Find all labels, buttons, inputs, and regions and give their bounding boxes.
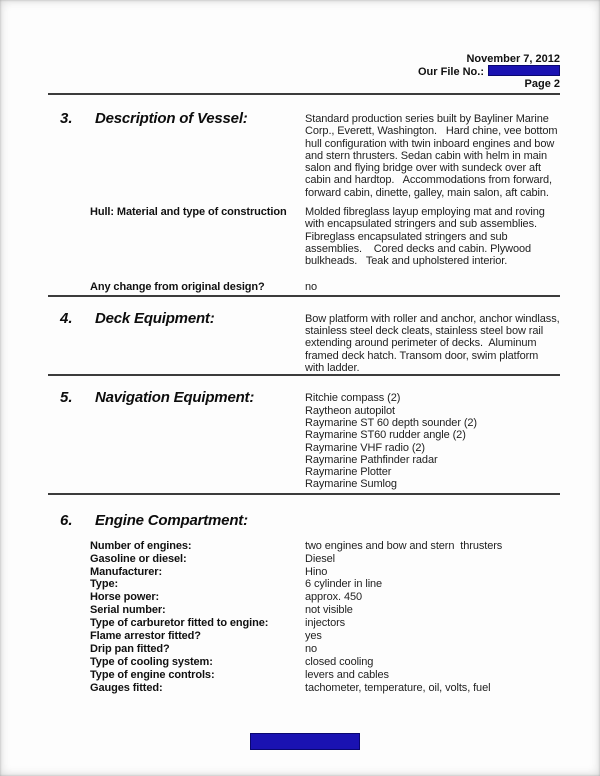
hull-construction-row [48, 206, 560, 267]
engine-row-label: Horse power: [90, 591, 160, 604]
section-3-number: 3. [60, 110, 73, 127]
engine-row-label: Gauges fitted: [90, 681, 163, 694]
hull-construction-label: Hull: Material and type of construction [90, 206, 287, 219]
hull-construction-text: Molded fibreglass layup employing mat and roving with encapsulated stringers and sub assemblies. Fibreglass encapsulated stringers and sub assemblies. Cored decks and cabin. Plywood bulkheads. Teak and upholstered interior. [305, 206, 548, 268]
engine-row-label: Gasoline or diesel: [90, 552, 187, 565]
section-3-title: Description of Vessel: [95, 110, 248, 127]
bottom-redaction-box [250, 733, 360, 750]
engine-row-value: approx. 450 [305, 591, 362, 604]
header-page-number: Page 2 [524, 78, 560, 90]
engine-row [48, 540, 560, 553]
engine-row [48, 630, 560, 643]
engine-row [48, 591, 560, 604]
engine-row-label: Type: [90, 578, 119, 591]
navigation-equipment-list [305, 392, 560, 490]
engine-row [48, 604, 560, 617]
nav-equipment-item: Raymarine Plotter [305, 466, 392, 479]
nav-equipment-item: Raymarine Pathfinder radar [305, 453, 438, 466]
engine-row-label: Type of carburetor fitted to engine: [90, 617, 269, 630]
section-5-title: Navigation Equipment: [95, 389, 255, 407]
engine-compartment-table [48, 540, 560, 695]
nav-equipment-item: Raymarine ST 60 depth sounder (2) [305, 416, 477, 429]
section-4-number: 4. [60, 309, 73, 327]
engine-row [48, 656, 560, 669]
file-no-label: Our File No.: [418, 66, 484, 78]
header-file-no [48, 65, 560, 78]
section-4-heading [48, 310, 305, 328]
engine-row [48, 643, 560, 656]
engine-row-label: Flame arrestor fitted? [90, 630, 201, 643]
engine-row-label: Number of engines: [90, 539, 192, 552]
engine-row [48, 553, 560, 566]
engine-row-value: yes [305, 630, 322, 643]
deck-equipment-text: Bow platform with roller and anchor, anchor windlass, stainless steel deck cleats, stainless steel bow rail extending around perimeter of decks. Aluminum framed deck hatch. Transom door, swim platform with ladder. [305, 312, 563, 375]
engine-row [48, 578, 560, 591]
engine-row [48, 682, 560, 695]
section-6-title: Engine Compartment: [95, 511, 248, 529]
section-5-navigation-equipment [48, 389, 560, 490]
engine-row [48, 617, 560, 630]
engine-row-value: levers and cables [305, 668, 389, 681]
engine-row-value: two engines and bow and stern thrusters [305, 539, 503, 552]
engine-row-value: no [305, 642, 318, 655]
engine-row-value: injectors [305, 617, 346, 630]
header-date: November 7, 2012 [466, 53, 560, 65]
nav-equipment-item: Raymarine VHF radio (2) [305, 441, 425, 454]
engine-row-value: closed cooling [305, 655, 374, 668]
engine-row-value: not visible [305, 604, 353, 617]
engine-row-label: Type of engine controls: [90, 668, 215, 681]
section-5-number: 5. [60, 389, 73, 407]
original-design-change-value: no [305, 280, 318, 293]
section-4-title: Deck Equipment: [95, 309, 215, 327]
section-4-rule [48, 374, 560, 376]
section-5-rule [48, 493, 560, 495]
nav-equipment-item: Raytheon autopilot [305, 404, 395, 417]
section-4-deck-equipment [48, 309, 563, 375]
section-3-description-of-vessel [48, 110, 560, 199]
engine-row-value: 6 cylinder in line [305, 578, 383, 591]
nav-equipment-item: Ritchie compass (2) [305, 392, 401, 405]
engine-row-value: Diesel [305, 552, 335, 565]
engine-row [48, 669, 560, 682]
nav-equipment-item: Raymarine Sumlog [305, 478, 397, 491]
section-6-heading [48, 512, 560, 530]
original-design-change-label: Any change from original design? [90, 280, 265, 293]
page-header [48, 0, 560, 90]
nav-equipment-item: Raymarine ST60 rudder angle (2) [305, 429, 466, 442]
engine-row-label: Serial number: [90, 604, 166, 617]
engine-row-value: Hino [305, 565, 328, 578]
engine-row [48, 566, 560, 579]
section-3-rule [48, 295, 560, 297]
section-6-number: 6. [60, 511, 73, 529]
original-design-change-row [48, 281, 560, 293]
header-rule [48, 93, 560, 95]
engine-row-label: Type of cooling system: [90, 655, 213, 668]
engine-row-label: Manufacturer: [90, 565, 163, 578]
vessel-description-text: Standard production series built by Bayliner Marine Corp., Everett, Washington. Hard chine, vee bottom hull configuration with twin inboard engines and bow and stern thrusters. Sedan cabin with helm in main salon and flying bridge over with sundeck over aft cabin and hardtop. Accommodations from forward, forward cabin, dinette, galley, main salon, aft cabin. [305, 113, 561, 199]
file-no-redaction-box [488, 65, 560, 76]
engine-row-label: Drip pan fitted? [90, 642, 170, 655]
engine-row-value: tachometer, temperature, oil, volts, fuel [305, 681, 491, 694]
section-3-heading [48, 110, 305, 128]
section-5-heading [48, 389, 305, 407]
